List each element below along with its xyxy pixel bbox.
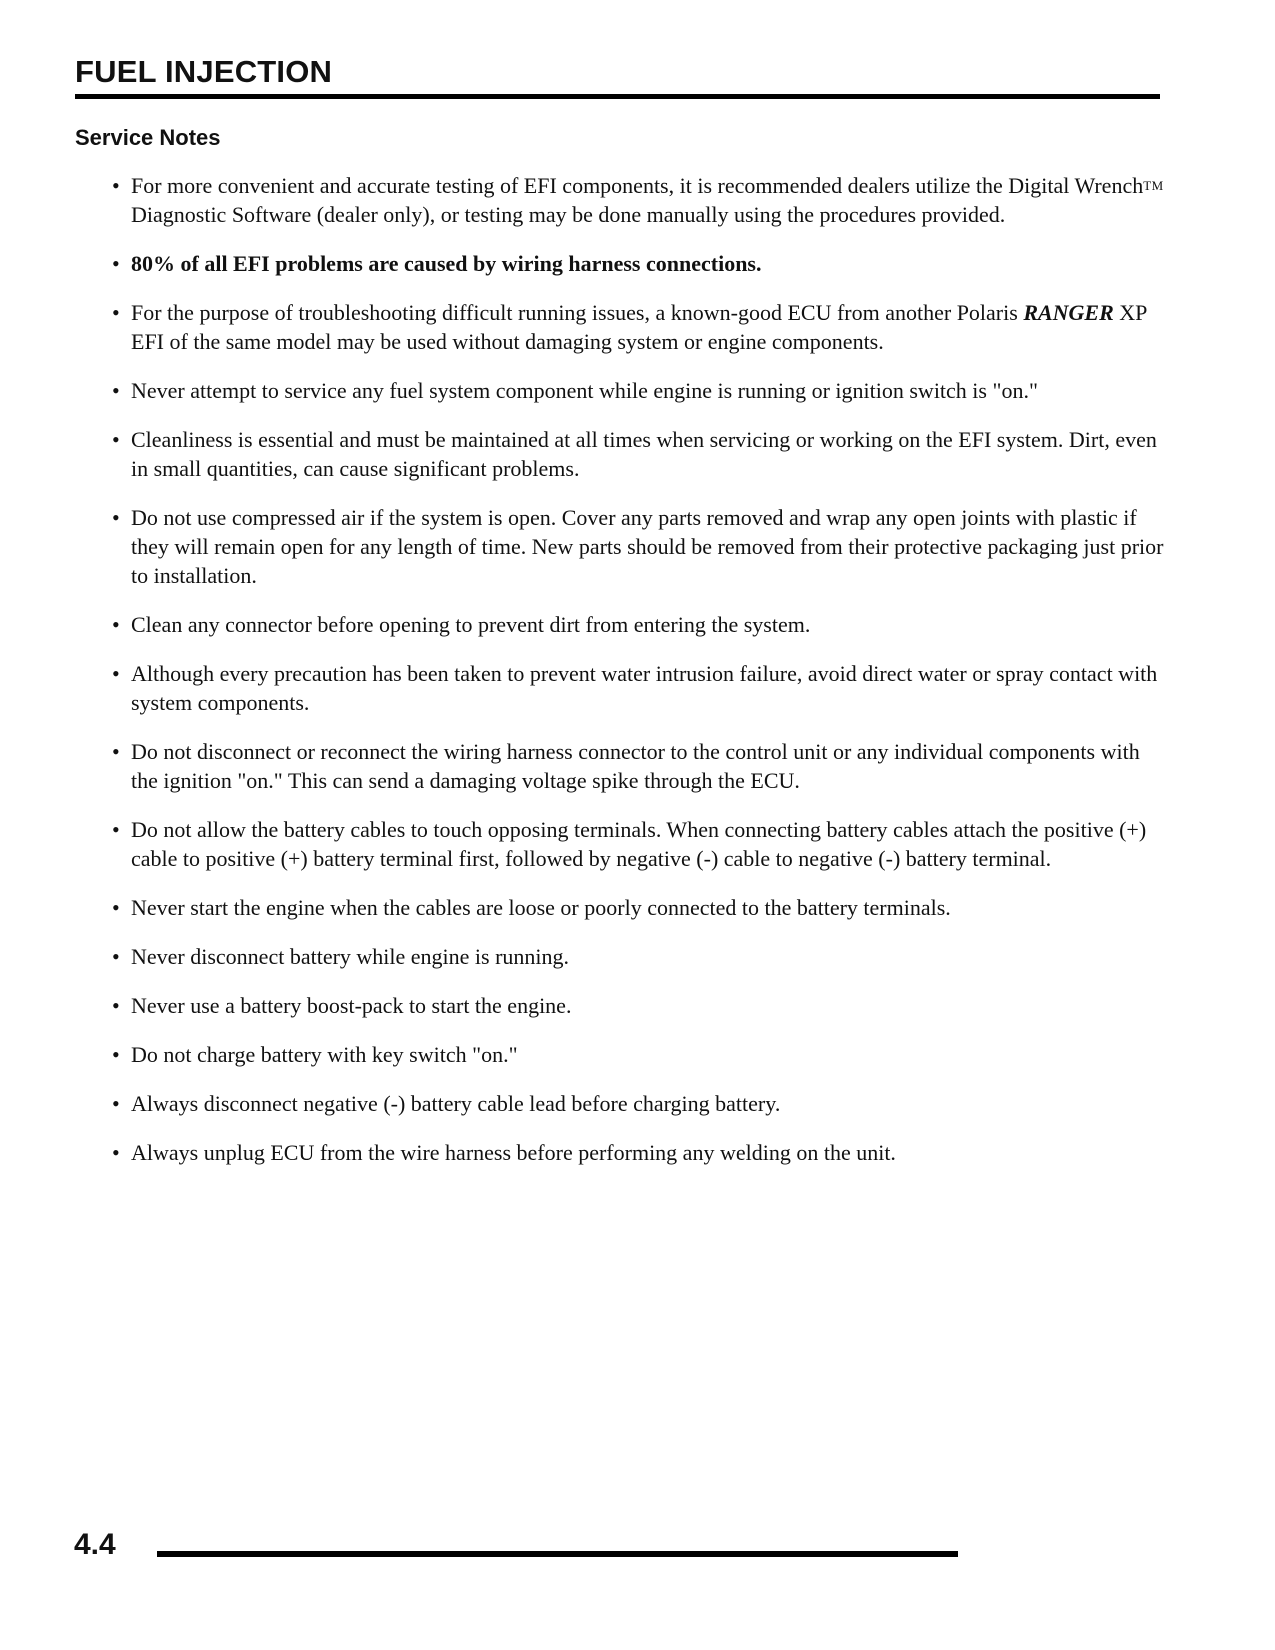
note-text: Never attempt to service any fuel system component while engine is running or ignition switch is "on."	[131, 378, 1038, 403]
note-text: Do not disconnect or reconnect the wiring harness connector to the control unit or any individual components with the ignition "on." This can send a damaging voltage spike through the ECU.	[131, 739, 1140, 793]
bullet-icon: •	[112, 993, 120, 1018]
bullet-icon: •	[112, 173, 120, 198]
note-item-16	[110, 1138, 1170, 1167]
bullet-icon: •	[112, 739, 120, 764]
note-item-6	[110, 503, 1170, 590]
service-notes-list	[110, 171, 1170, 1187]
note-item-8	[110, 659, 1170, 717]
note-item-7	[110, 610, 1170, 639]
note-item-3	[110, 298, 1170, 356]
section-heading: Service Notes	[75, 125, 221, 150]
page-number: 4.4	[74, 1528, 116, 1561]
note-text: Diagnostic Software (dealer only), or testing may be done manually using the procedures provided.	[131, 202, 1006, 227]
note-item-2	[110, 249, 1170, 278]
note-item-5	[110, 425, 1170, 483]
note-text: Do not charge battery with key switch "on."	[131, 1042, 518, 1067]
note-text: Clean any connector before opening to prevent dirt from entering the system.	[131, 612, 811, 637]
bullet-icon: •	[112, 944, 120, 969]
note-text: For the purpose of troubleshooting difficult running issues, a known-good ECU from another Polaris	[131, 300, 1024, 325]
footer-rule	[157, 1551, 958, 1557]
note-item-13	[110, 991, 1170, 1020]
note-text: Never start the engine when the cables are loose or poorly connected to the battery terminals.	[131, 895, 951, 920]
bullet-icon: •	[112, 895, 120, 920]
bullet-icon: •	[112, 427, 120, 452]
note-item-1	[110, 171, 1170, 229]
bullet-icon: •	[112, 1091, 120, 1116]
note-item-15	[110, 1089, 1170, 1118]
model-name: RANGER	[1023, 300, 1114, 325]
bullet-icon: •	[112, 1042, 120, 1067]
bullet-icon: •	[112, 817, 120, 842]
note-text: For more convenient and accurate testing of EFI components, it is recommended dealers utilize the Digital Wrench	[131, 173, 1144, 198]
note-text: Never use a battery boost-pack to start the engine.	[131, 993, 572, 1018]
note-item-4	[110, 376, 1170, 405]
note-item-14	[110, 1040, 1170, 1069]
note-text: Do not allow the battery cables to touch opposing terminals. When connecting battery cables attach the positive (+) cable to positive (+) battery terminal first, followed by negative (-) cable to negative (-) battery terminal.	[131, 817, 1147, 871]
note-text: Never disconnect battery while engine is running.	[131, 944, 570, 969]
note-item-9	[110, 737, 1170, 795]
header-rule	[75, 94, 1160, 99]
bullet-icon: •	[112, 300, 120, 325]
note-text: Although every precaution has been taken to prevent water intrusion failure, avoid direct water or spray contact with system components.	[131, 661, 1158, 715]
page-title: FUEL INJECTION	[75, 54, 333, 89]
bullet-icon: •	[112, 378, 120, 403]
bullet-icon: •	[112, 612, 120, 637]
note-item-10	[110, 815, 1170, 873]
note-item-11	[110, 893, 1170, 922]
note-text: Cleanliness is essential and must be maintained at all times when servicing or working on the EFI system. Dirt, even in small quantities, can cause significant problems.	[131, 427, 1157, 481]
trademark-mark: TM	[1143, 178, 1164, 193]
note-text: XP EFI of the same model may be used without damaging system or engine components.	[131, 300, 1147, 354]
bullet-icon: •	[112, 1140, 120, 1165]
bullet-icon: •	[112, 251, 120, 276]
note-text: Always unplug ECU from the wire harness before performing any welding on the unit.	[131, 1140, 896, 1165]
note-item-12	[110, 942, 1170, 971]
bullet-icon: •	[112, 661, 120, 686]
note-text: Do not use compressed air if the system is open. Cover any parts removed and wrap any open joints with plastic if they will remain open for any length of time. New parts should be removed from their protective packaging just prior to installation.	[131, 505, 1164, 588]
note-text-bold: 80% of all EFI problems are caused by wiring harness connections.	[131, 251, 762, 276]
note-text: Always disconnect negative (-) battery cable lead before charging battery.	[131, 1091, 781, 1116]
bullet-icon: •	[112, 505, 120, 530]
